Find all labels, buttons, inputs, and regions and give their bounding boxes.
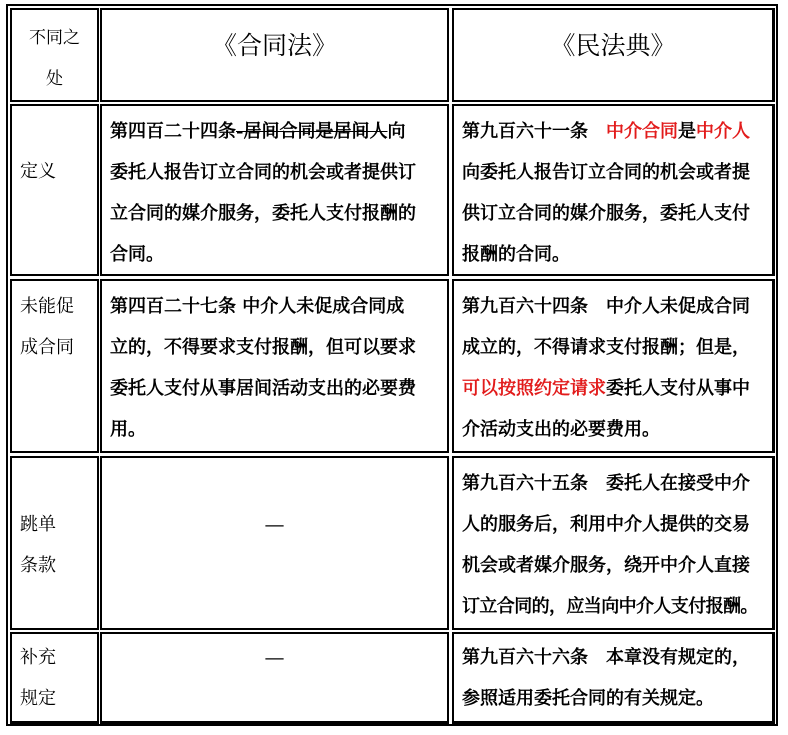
skip-right-line3: 机会或者媒介服务，绕开中介人直接 — [462, 555, 750, 576]
skip-right-line4: 订立合同的，应当向中介人支付报酬。 — [462, 596, 758, 617]
definition-left-article: 第四百二十四条 — [110, 121, 236, 142]
failed-right-line2: 成立的，不得请求支付报酬；但是， — [462, 337, 750, 358]
definition-right-red-term2: 中介人 — [696, 121, 750, 142]
definition-left-line1-end: 向 — [387, 121, 406, 142]
header-col2-cell — [452, 8, 775, 102]
col2-title: 《民法典》 — [550, 31, 676, 60]
definition-left-line4: 合同。 — [110, 244, 164, 265]
row-definition-label: 定义 — [20, 161, 56, 182]
failed-left-line2: 立的，不得要求支付报酬，但可以要求 — [110, 337, 416, 358]
failed-right-line3 — [462, 367, 750, 410]
failed-right-line1: 第九百六十四条 中介人未促成合同 — [462, 296, 750, 317]
row-definition-label-cell — [10, 104, 99, 276]
failed-right-line3-rest: 委托人支付从事中 — [606, 378, 750, 399]
skip-order-label-line1: 跳单 — [20, 514, 56, 535]
definition-right-mid: 是 — [678, 121, 696, 142]
header-col1-cell — [100, 8, 449, 102]
row-supplementary-right-cell — [452, 632, 775, 724]
header-corner-cell — [10, 8, 99, 102]
corner-label-line1: 不同之 — [29, 28, 80, 48]
definition-right-red-term1: 中介合同 — [606, 121, 678, 142]
failed-right-red-clause: 可以按照约定请求 — [462, 378, 606, 399]
failed-contract-label-line2: 成合同 — [20, 337, 74, 358]
failed-contract-label-line1: 未能促 — [20, 296, 74, 317]
supplementary-right-line2: 参照适用委托合同的有关规定。 — [462, 688, 714, 709]
supplementary-left-dash: — — [264, 645, 285, 669]
definition-right-line3: 供订立合同的媒介服务，委托人支付 — [462, 203, 750, 224]
row-definition-right-cell — [452, 104, 775, 276]
skip-order-left-dash: — — [264, 512, 285, 536]
definition-left-line1 — [110, 110, 405, 153]
failed-left-line4: 用。 — [110, 419, 146, 440]
definition-right-line1 — [462, 110, 750, 153]
skip-right-line1: 第九百六十五条 委托人在接受中介 — [462, 473, 750, 494]
failed-left-line1: 第四百二十七条 中介人未促成合同成 — [110, 296, 405, 317]
row-failed-contract-left-cell — [100, 279, 449, 453]
definition-left-line2: 委托人报告订立合同的机会或者提供订 — [110, 162, 416, 183]
row-skip-order-left-cell — [100, 456, 449, 630]
definition-left-line3: 立合同的媒介服务，委托人支付报酬的 — [110, 203, 416, 224]
supplementary-label-line1: 补充 — [20, 647, 56, 668]
supplementary-label-line2: 规定 — [20, 688, 56, 709]
supplementary-right-line1: 第九百六十六条 本章没有规定的， — [462, 647, 750, 668]
row-failed-contract-right-cell — [452, 279, 775, 453]
col1-title: 《合同法》 — [211, 31, 337, 60]
failed-right-line4: 介活动支出的必要费用。 — [462, 419, 660, 440]
definition-right-line2: 向委托人报告订立合同的机会或者提 — [462, 162, 750, 183]
row-supplementary-label-cell — [10, 632, 99, 724]
skip-right-line2: 人的服务后，利用中介人提供的交易 — [462, 514, 750, 535]
row-supplementary-left-cell — [100, 632, 449, 724]
definition-left-struck-text: -居间合同是居间人 — [236, 121, 388, 142]
corner-label-line2: 处 — [46, 69, 63, 89]
row-definition-left-cell — [100, 104, 449, 276]
skip-order-label-line2: 条款 — [20, 555, 56, 576]
definition-right-article: 第九百六十一条 — [462, 121, 606, 142]
row-failed-contract-label-cell — [10, 279, 99, 453]
failed-left-line3: 委托人支付从事居间活动支出的必要费 — [110, 378, 416, 399]
definition-right-line4: 报酬的合同。 — [462, 244, 570, 265]
row-skip-order-right-cell — [452, 456, 775, 630]
row-skip-order-label-cell — [10, 456, 99, 630]
